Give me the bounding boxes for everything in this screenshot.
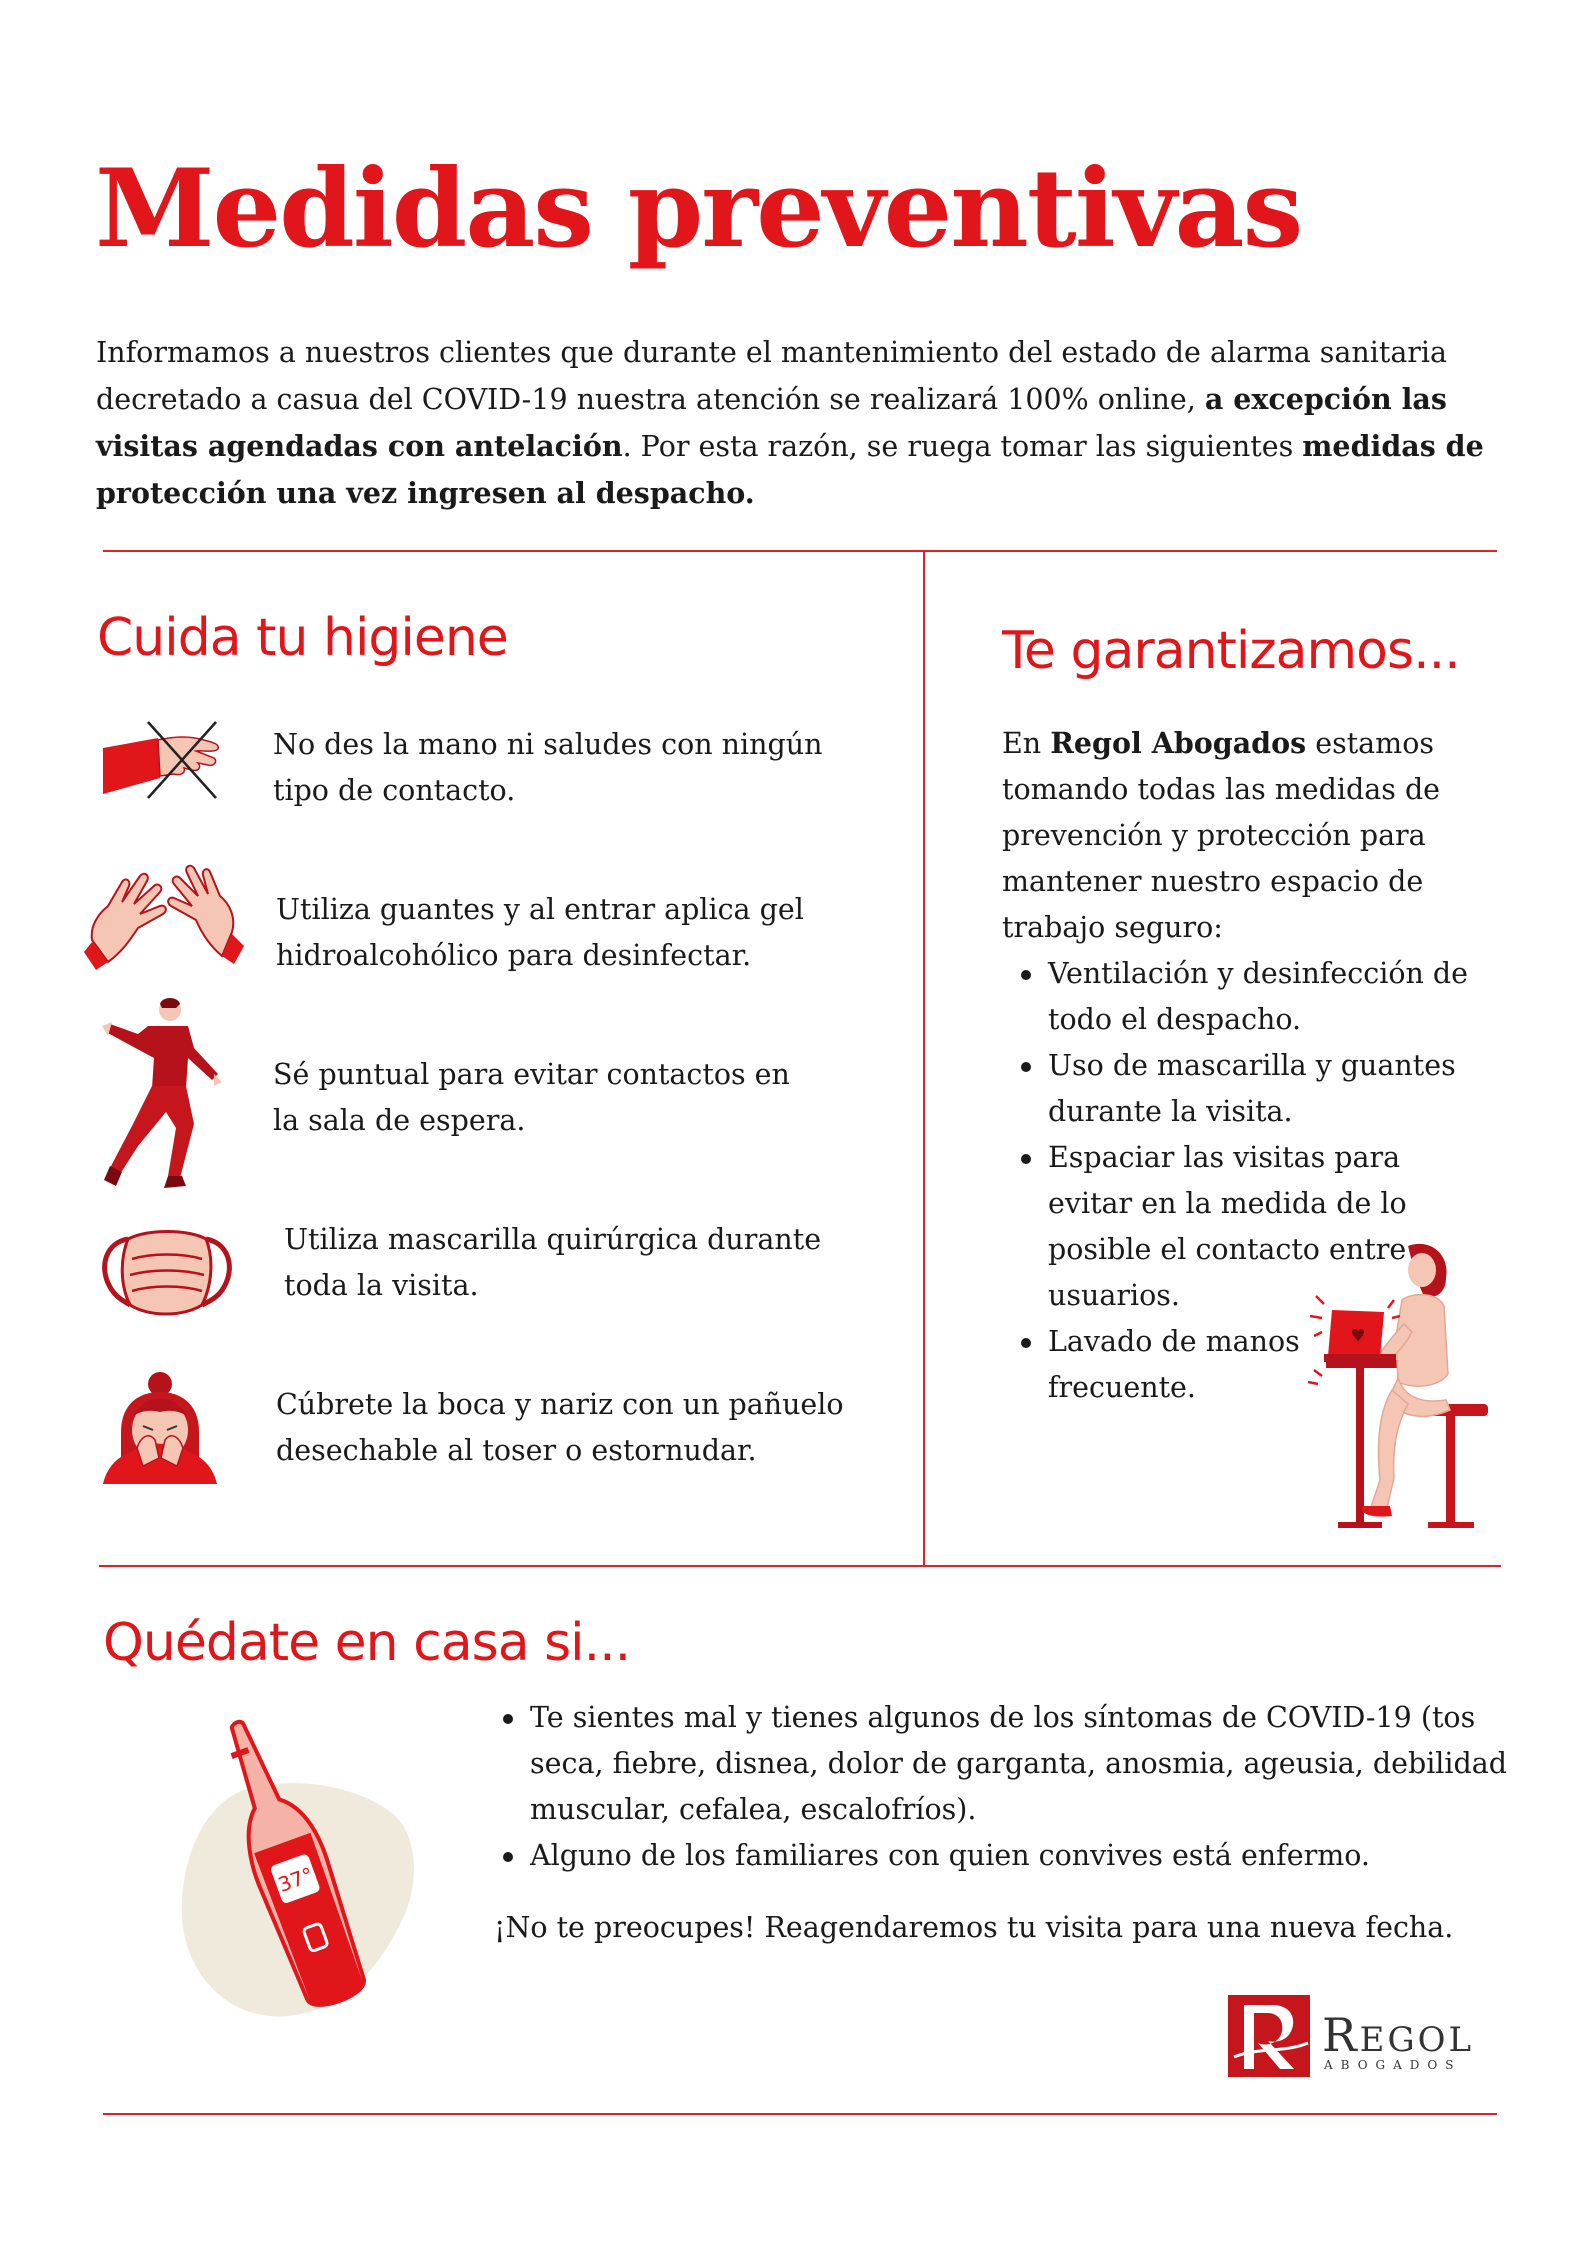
intro-paragraph <box>96 330 1496 517</box>
middle-divider <box>99 1565 1501 1567</box>
intro-bold-2: medidas de protección una vez ingresen al despacho. <box>96 429 1484 510</box>
page-title: Medidas preventivas <box>95 146 1302 272</box>
guarantee-bullet-2: Uso de mascarilla y guantes durante la visita. <box>1048 1043 1522 1135</box>
logo-name-initial: R <box>1322 2008 1360 2062</box>
hygiene-item-2-text: Utiliza guantes y al entrar aplica gel hidroalcohólico para desinfectar. <box>276 893 804 972</box>
no-handshake-icon <box>98 716 223 806</box>
surgical-mask-icon <box>98 1225 235 1320</box>
guarantee-lead-after: estamos tomando todas las medidas de prevención y protección para mantener nuestro espacio de trabajo seguro: <box>1002 727 1441 944</box>
hygiene-item-4-text: Utiliza mascarilla quirúrgica durante toda la visita. <box>284 1223 822 1302</box>
stay-home-body <box>494 1695 1514 1879</box>
regol-logo-icon <box>1228 1995 1310 2077</box>
bottom-divider <box>103 2113 1497 2115</box>
sneezing-person-icon <box>103 1370 218 1485</box>
hygiene-heading: Cuida tu higiene <box>97 608 508 668</box>
guarantee-heading: Te garantizamos... <box>1002 621 1460 681</box>
woman-laptop-icon <box>1300 1240 1500 1532</box>
logo-name <box>1322 2008 1475 2063</box>
stay-home-list <box>494 1695 1514 1879</box>
top-divider <box>103 550 1497 552</box>
hygiene-item-1-text: No des la mano ni saludes con ningún tipo de contacto. <box>273 728 823 807</box>
guarantee-lead-bold: Regol Abogados <box>1050 726 1307 760</box>
logo-sub: ABOGADOS <box>1324 2058 1462 2072</box>
hygiene-item-3-text: Sé puntual para evitar contactos en la sala de espera. <box>273 1058 790 1137</box>
stay-home-bullet-2: Alguno de los familiares con quien convives está enfermo. <box>530 1833 1514 1879</box>
column-divider <box>923 551 925 1565</box>
stay-home-heading: Quédate en casa si... <box>103 1613 631 1673</box>
guarantee-bullet-1: Ventilación y desinfección de todo el despacho. <box>1048 951 1522 1043</box>
guarantee-bullet-4: Lavado de manos frecuente. <box>1048 1319 1328 1411</box>
guarantee-bullet-3: Espaciar las visitas para evitar en la medida de lo posible el contacto entre usuarios. <box>1048 1135 1468 1319</box>
stay-home-bullet-1: Te sientes mal y tienes algunos de los síntomas de COVID-19 (tos seca, fiebre, disnea, dolor de garganta, anosmia, ageusia, debilidad muscular, cefalea, escalofríos). <box>530 1695 1514 1833</box>
gloves-icon <box>82 862 247 972</box>
thermometer-icon <box>170 1710 425 2030</box>
guarantee-lead-before: En <box>1002 727 1051 760</box>
stay-home-note: ¡No te preocupes! Reagendaremos tu visita para una nueva fecha. <box>494 1911 1454 1944</box>
running-person-icon <box>98 996 223 1192</box>
thermometer-reading: 37° <box>274 1862 317 1897</box>
intro-bold-1: a excepción las visitas agendadas con antelación <box>96 382 1447 463</box>
intro-text-2: . Por esta razón, se ruega tomar las siguientes <box>622 430 1303 463</box>
guarantee-lead <box>1002 720 1522 951</box>
hygiene-item-5-text: Cúbrete la boca y nariz con un pañuelo desechable al toser o estornudar. <box>276 1388 844 1467</box>
logo-name-rest: EGOL <box>1359 2020 1475 2060</box>
intro-text-1: Informamos a nuestros clientes que durante el mantenimiento del estado de alarma sanitaria decretado a casua del COVID-19 nuestra atención se realizará 100% online, <box>96 336 1448 416</box>
